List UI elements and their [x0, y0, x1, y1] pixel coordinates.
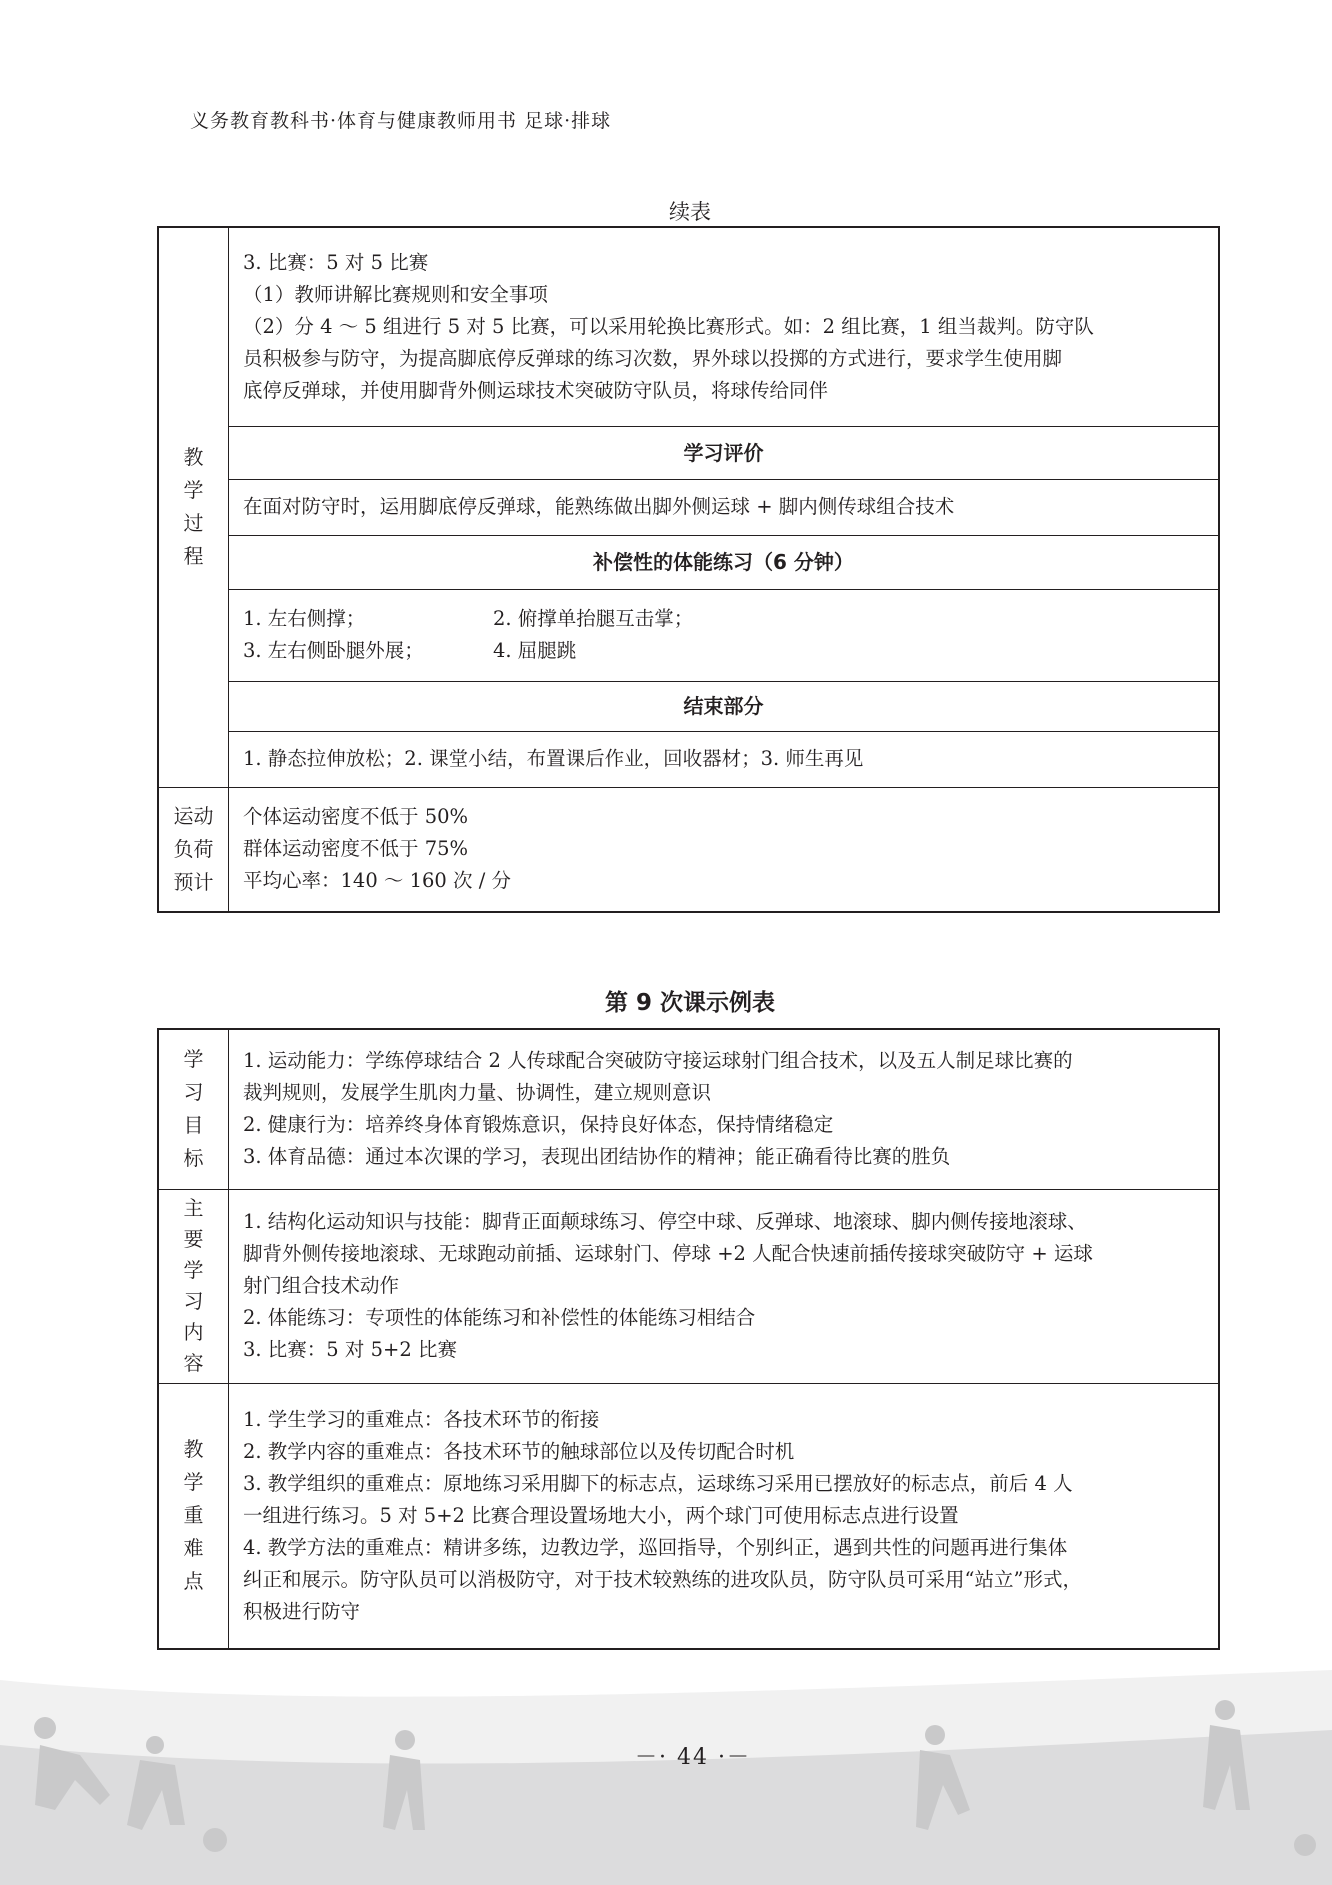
teaching-difficulty-text: 1. 学生学习的重难点：各技术环节的衔接 2. 教学内容的重难点：各技术环节的触球部位以及传切配合时机 3. 教学组织的重难点：原地练习采用脚下的标志点，运球练习采用已摆放好的标志点，前后 4 人 一组进行练习。5 对 5+2 比赛合理设置场地大小，两个球门可使用标志点进行设置 4. 教学方法的重难点：精讲多练，边教边学，巡回指导，个别纠正，遇到共性的问题再进行集体 纠正和展示。防守队员可以消极防守，对于技术较熟练的进攻队员，防守队员可采用“站立”形式， 积极进行防守: [229, 1383, 1220, 1649]
lesson-continued-table: [157, 226, 1220, 913]
ending-text: 1. 静态拉伸放松；2. 课堂小结，布置课后作业，回收器材；3. 师生再见: [229, 731, 1220, 787]
teaching-difficulty-label: 教 学 重 难 点: [158, 1383, 229, 1649]
lesson9-table: [157, 1028, 1220, 1650]
compensatory-heading: 补偿性的体能练习（6 分钟）: [229, 535, 1220, 589]
lesson9-title: 第 9 次课示例表: [604, 990, 776, 1016]
exercise-load-text: 个体运动密度不低于 50% 群体运动密度不低于 75% 平均心率：140 ～ 160 次 / 分: [229, 787, 1220, 912]
learning-goals-text: 1. 运动能力：学练停球结合 2 人传球配合突破防守接运球射门组合技术，以及五人制足球比赛的 裁判规则，发展学生肌肉力量、协调性，建立规则意识 2. 健康行为：培养终身体育锻炼意识，保持良好体态，保持情绪稳定 3. 体育品德：通过本次课的学习，表现出团结协作的精神；能正确看待比赛的胜负: [229, 1029, 1220, 1189]
main-content-text: 1. 结构化运动知识与技能：脚背正面颠球练习、停空中球、反弹球、地滚球、脚内侧传接地滚球、 脚背外侧传接地滚球、无球跑动前插、运球射门、停球 +2 人配合快速前插传接球突破防守 + 运球 射门组合技术动作 2. 体能练习：专项性的体能练习和补偿性的体能练习相结合 3. 比赛：5 对 5+2 比赛: [229, 1189, 1220, 1383]
main-content-label: 主 要 学 习 内 容: [158, 1189, 229, 1383]
page-number: －· 44 ·－: [635, 1745, 751, 1770]
running-header: 义务教育教科书·体育与健康教师用书 足球·排球: [190, 110, 612, 132]
learning-goals-label: 学 习 目 标: [158, 1029, 229, 1189]
ending-heading: 结束部分: [229, 681, 1220, 731]
teaching-process-label: 教 学 过 程: [158, 227, 229, 787]
match-section: 3. 比赛：5 对 5 比赛 （1）教师讲解比赛规则和安全事项 （2）分 4 ～ 5 组进行 5 对 5 比赛，可以采用轮换比赛形式。如：2 组比赛，1 组当裁判。防守队 员积极参与防守，为提高脚底停反弹球的练习次数，界外球以投掷的方式进行，要求学生使用脚 底停反弹球，并使用脚背外侧运球技术突破防守队员，将球传给同伴: [229, 227, 1220, 426]
compensatory-list: 1. 左右侧撑； 2. 俯撑单抬腿互击掌； 3. 左右侧卧腿外展； 4. 屈腿跳: [229, 589, 1220, 681]
evaluation-heading: 学习评价: [229, 426, 1220, 479]
exercise-load-label: 运动 负荷 预计: [158, 787, 229, 912]
evaluation-text: 在面对防守时，运用脚底停反弹球，能熟练做出脚外侧运球 + 脚内侧传球组合技术: [229, 479, 1220, 535]
continued-caption: 续表: [669, 200, 711, 224]
